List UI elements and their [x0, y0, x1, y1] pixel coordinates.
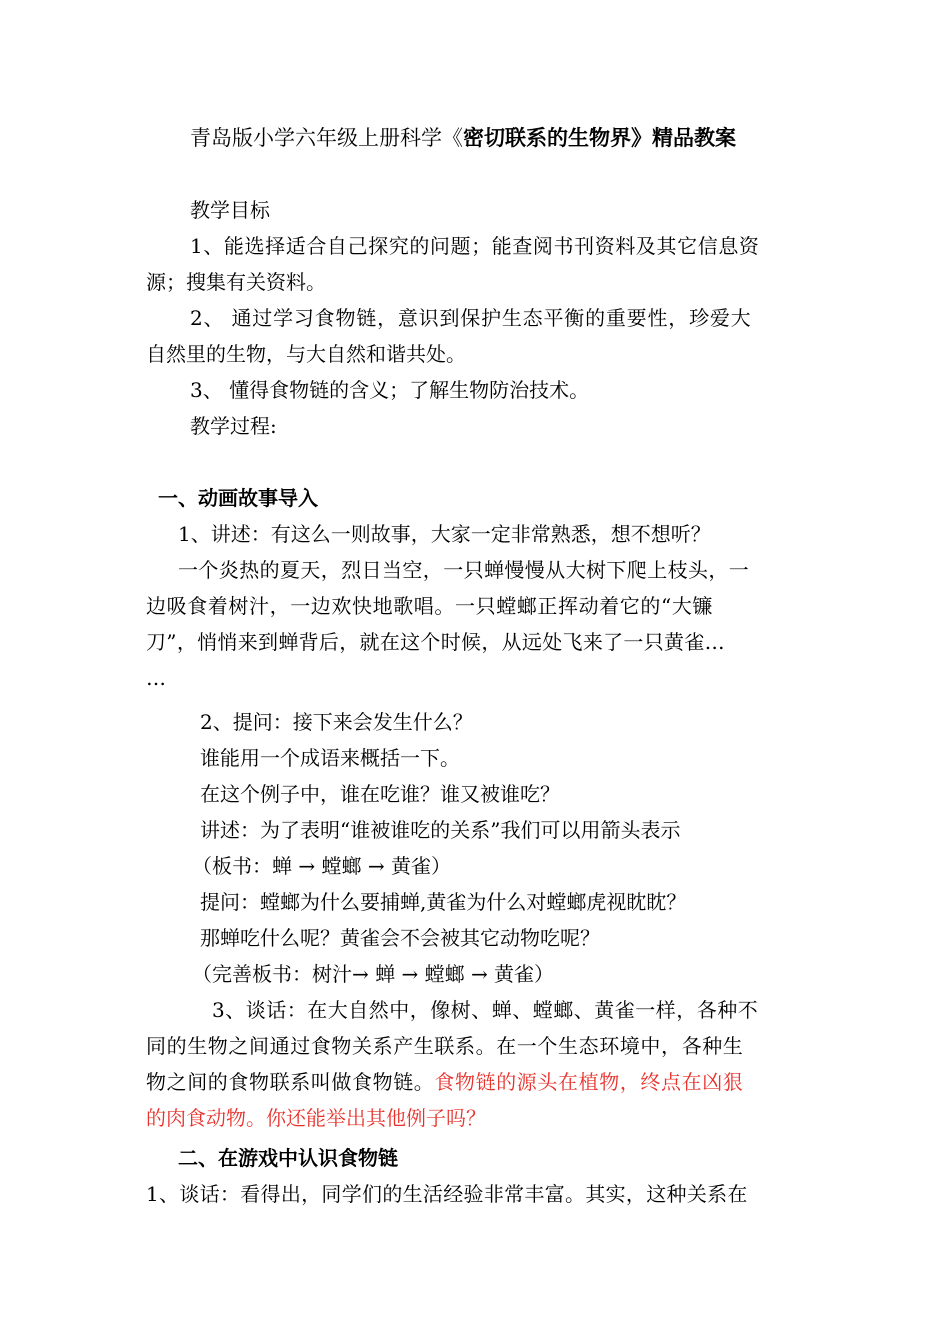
story-line1: 一个炎热的夏天，烈日当空，一只蝉慢慢从大树下爬上枝头，一 [178, 558, 750, 582]
goal-3: 3、 懂得食物链的含义；了解生物防治技术。 [190, 378, 590, 402]
question-why: 提问：螳螂为什么要捕蝉,黄雀为什么对螳螂虎视眈眈？ [200, 890, 687, 914]
question-who-eats: 在这个例子中，谁在吃谁？谁又被谁吃？ [200, 782, 560, 806]
s1-item3-line3 [146, 1068, 743, 1096]
goal-1-line1: 1、能选择适合自己探究的问题；能查阅书刊资料及其它信息资 [190, 234, 760, 258]
s1-item2: 2、提问：接下来会发生什么？ [200, 710, 473, 734]
board-note-1: （板书：蝉 → 螳螂 → 黄雀） [192, 854, 451, 878]
s1-item3-line2: 同的生物之间通过食物关系产生联系。在一个生态环境中，各种生 [146, 1034, 744, 1058]
explain-arrow: 讲述：为了表明“谁被谁吃的关系”我们可以用箭头表示 [200, 818, 681, 842]
goals-heading: 教学目标 [190, 198, 270, 222]
question-idiom: 谁能用一个成语来概括一下。 [200, 746, 460, 770]
s2-item1: 1、谈话：看得出，同学们的生活经验非常丰富。其实，这种关系在 [146, 1182, 748, 1206]
question-what-cicada-eats: 那蝉吃什么呢？黄雀会不会被其它动物吃呢？ [200, 926, 600, 950]
section-1-heading: 一、动画故事导入 [158, 486, 318, 510]
title-prefix: 青岛版小学六年级上册科学《 [190, 126, 463, 150]
s1-item3-line1: 3、谈话：在大自然中，像树、蝉、螳螂、黄雀一样，各种不 [212, 998, 759, 1022]
goal-1-line2: 源；搜集有关资料。 [146, 270, 326, 294]
goal-2-line2: 自然里的生物，与大自然和谐共处。 [146, 342, 466, 366]
story-line2: 边吸食着树汁，一边欢快地歌唱。一只螳螂正挥动着它的“大镰 [146, 594, 714, 618]
s1-item3-line4-highlight: 的肉食动物。你还能举出其他例子吗？ [146, 1106, 486, 1130]
story-line4: … [146, 666, 166, 690]
story-line3: 刀”，悄悄来到蝉背后，就在这个时候，从远处飞来了一只黄雀… [146, 630, 725, 654]
process-heading: 教学过程: [190, 414, 277, 438]
s1-item1: 1、讲述：有这么一则故事，大家一定非常熟悉，想不想听？ [178, 522, 711, 546]
board-note-2: （完善板书：树汁→ 蝉 → 螳螂 → 黄雀） [192, 962, 555, 986]
s1-item3-line3-highlight: 食物链的源头在植物，终点在凶狠 [434, 1070, 744, 1094]
section-2-heading: 二、在游戏中认识食物链 [178, 1146, 398, 1170]
document-title [190, 124, 736, 152]
title-bold: 密切联系的生物界》精品教案 [463, 125, 736, 150]
goal-2-line1: 2、 通过学习食物链，意识到保护生态平衡的重要性，珍爱大 [190, 306, 752, 330]
s1-item3-line3-text: 物之间的食物联系叫做食物链。 [146, 1070, 435, 1094]
